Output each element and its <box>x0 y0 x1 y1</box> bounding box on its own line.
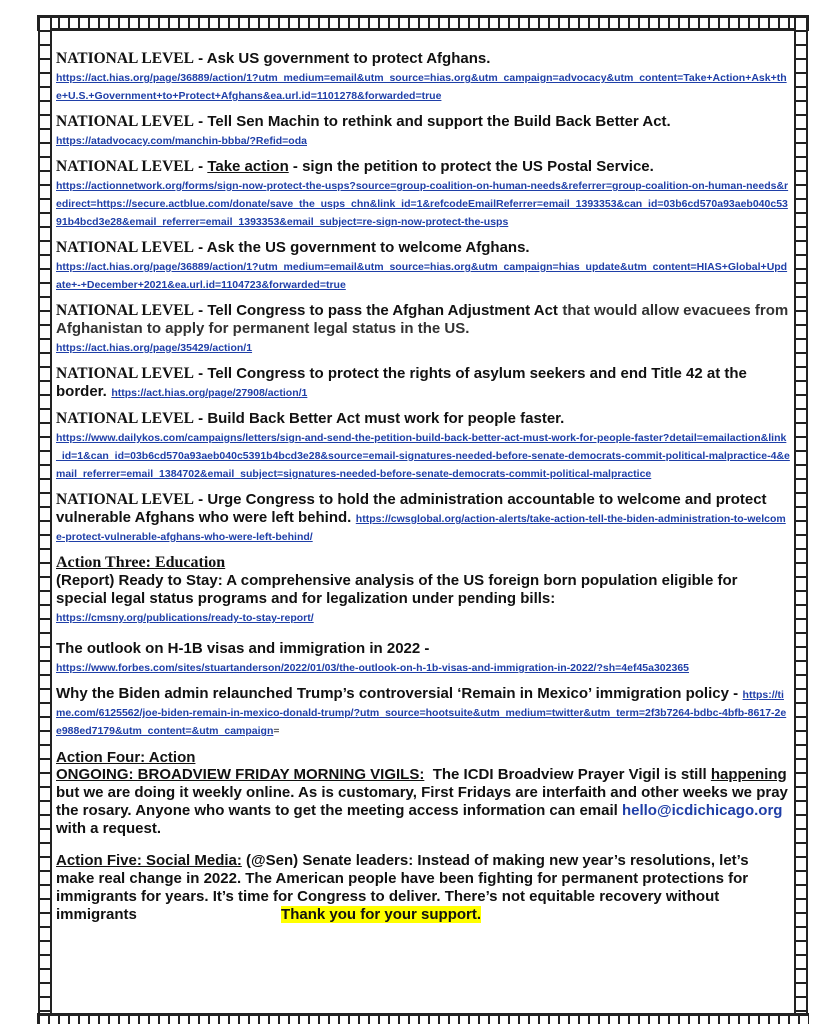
decorative-border-top <box>38 16 808 30</box>
entry-text: The outlook on H-1B visas and immigration in 2022 - <box>56 640 430 657</box>
item-text: Tell Sen Machin to rethink and support the Build Back Better Act. <box>207 113 671 130</box>
decorative-border-right <box>794 16 808 1024</box>
item-link[interactable]: https://atadvocacy.com/manchin-bbba/?Refid=oda <box>56 135 307 147</box>
action-item-protect-afghans: NATIONAL LEVEL - Ask US government to protect Afghans. https://act.hias.org/page/36889/action/1?utm_medium=email&utm_source=hias.org&utm_campaign=advocacy&utm_content=Take+Action+Ask+the+U.S.+Government+to+Protect+Afghans&ea.url.id=1101278&forwarded=true <box>56 50 787 102</box>
item-link[interactable]: https://act.hias.org/page/36889/action/1?utm_medium=email&utm_source=hias.org&utm_campaign=hias_update&utm_content=HIAS+Global+Update+-+December+2021&ea.url.id=1104723&forwarded=true <box>56 261 788 291</box>
decorative-border-left <box>38 16 52 1024</box>
item-link[interactable]: https://cwsglobal.org/action-alerts/take-action-tell-the-biden-administration-to-welcome-protect-vulnerable-afghans-who-were-left-behind/ <box>56 513 786 543</box>
item-link[interactable]: https://act.hias.org/page/35429/action/1 <box>56 342 253 354</box>
section-action-four <box>56 749 790 838</box>
item-link[interactable]: https://act.hias.org/page/36889/action/1?utm_medium=email&utm_source=hias.org&utm_campaign=advocacy&utm_content=Take+Action+Ask+the+U.S.+Government+to+Protect+Afghans&ea.url.id=1101278&forwarded=true <box>56 72 787 102</box>
item-text: sign the petition to protect the US Postal Service. <box>302 158 654 175</box>
entry-link[interactable]: https://cmsny.org/publications/ready-to-stay-report/ <box>56 612 314 624</box>
education-entry <box>56 572 790 626</box>
section-title: Action Three: Education <box>56 554 226 571</box>
item-text: Ask the US government to welcome Afghans. <box>206 239 530 256</box>
action-item-left-behind: NATIONAL LEVEL - Urge Congress to hold the administration accountable to welcome and protect vulnerable Afghans who were left behind. https://cwsglobal.org/action-alerts/take-action-tell-the-biden-administration-to-welcome-protect-vulnerable-afghans-who-were-left-behind/ <box>56 491 786 543</box>
item-link[interactable]: https://actionnetwork.org/forms/sign-now-protect-the-usps?source=group-coalition-on-human-needs&referrer=group-coalition-on-human-needs&redirect=https://secure.actblue.com/donate/save_the_usps_chn&link_id=1&refcodeEmailReferrer=email_1393353&can_id=03b6cd570a93aeb040c5391b4bcd3e28&email_referrer=email_1393353&email_subject=re-sign-now-protect-the-usps <box>56 180 789 228</box>
action-item-title42: NATIONAL LEVEL - Tell Congress to protect the rights of asylum seekers and end Title 42 at the border. https://act.hias.org/page/27908/action/1 <box>56 365 747 400</box>
vigil-lead: ONGOING: BROADVIEW FRIDAY MORNING VIGILS: <box>56 766 425 783</box>
thanks-highlight: Thank you for your support. <box>281 906 482 923</box>
level-label: NATIONAL LEVEL <box>56 239 194 256</box>
vigil-text-underlined: happening <box>710 766 787 783</box>
vigil-text-3: with a request. <box>56 820 162 837</box>
item-text: Tell Congress to protect the rights of asylum seekers and end Title 42 at the border. <box>56 365 747 400</box>
item-text: Build Back Better Act must work for people faster. <box>207 410 565 427</box>
entry-text: (Report) Ready to Stay: A comprehensive analysis of the US foreign born population eligible for special legal status programs and for legalization under pending bills: <box>56 572 738 607</box>
entry-link[interactable]: https://time.com/6125562/joe-biden-remain-in-mexico-donald-trump/?utm_source=hootsuite&utm_medium=twitter&utm_term=2f3b7264-bdbc-4bfb-8617-2ee988ed7179&utm_content=&utm_campaign <box>56 689 787 737</box>
action-five-body <box>56 852 790 924</box>
level-label: NATIONAL LEVEL <box>56 491 194 508</box>
item-text: Ask US government to protect Afghans. <box>206 50 491 67</box>
section-title: Action Four: Action <box>56 749 196 766</box>
entry-suffix: = <box>273 725 280 737</box>
social-media-text: (@Sen) Senate leaders: Instead of making new year’s resolutions, let’s make real change in 2022. The American people have been fighting for permanent protections for immigrants for years. It’s time for Congress to deliver. There’s not equitable recovery without immigrants <box>56 852 749 923</box>
entry-link[interactable]: https://www.forbes.com/sites/stuartanderson/2022/01/03/the-outlook-on-h-1b-visas-and-immigration-in-2022/?sh=4ef45a302365 <box>56 662 689 674</box>
section-title: Action Five: Social Media: <box>56 852 242 869</box>
education-entry-remain-in-mexico <box>56 685 790 739</box>
action-item-bbb-faster: NATIONAL LEVEL - Build Back Better Act must work for people faster. https://www.dailykos.com/campaigns/letters/sign-and-send-the-petition-build-back-better-act-must-work-for-people-faster?detail=emailaction&link_id=1&can_id=03b6cd570a93aeb040c5391b4bcd3e28&source=email-signatures-needed-before-senate-democrats-commit-political-malpractice-4&email_referrer=email_1384702&email_subject=signatures-needed-before-senate-democrats-commit-political-malpractice <box>56 410 790 480</box>
action-item-afghan-adjustment: NATIONAL LEVEL - Tell Congress to pass the Afghan Adjustment Act that would allow evacuees from Afghanistan to apply for permanent legal status in the US. https://act.hias.org/page/35429/action/1 <box>56 302 789 354</box>
item-text-continued: that would allow evacuees from Afghanistan to apply for permanent legal status in the US. <box>56 302 789 337</box>
section-education <box>56 554 790 626</box>
action-item-welcome-afghans: NATIONAL LEVEL - Ask the US government to welcome Afghans. https://act.hias.org/page/36889/action/1?utm_medium=email&utm_source=hias.org&utm_campaign=hias_update&utm_content=HIAS+Global+Update+-+December+2021&ea.url.id=1104723&forwarded=true <box>56 239 788 291</box>
vigil-text-1: The ICDI Broadview Prayer Vigil is still <box>432 766 707 783</box>
level-label: NATIONAL LEVEL <box>56 113 194 130</box>
action-four-body <box>56 766 790 838</box>
document-body <box>56 50 790 933</box>
education-entry-h1b <box>56 640 790 676</box>
vigil-text-2: but we are doing it weekly online. As is customary, First Fridays are interfaith and other weeks we pray the rosary. Anyone who wants to get the meeting access information can email <box>56 784 788 819</box>
contact-email[interactable]: hello@icdichicago.org <box>621 802 783 819</box>
level-label: NATIONAL LEVEL <box>56 50 194 67</box>
level-label: NATIONAL LEVEL <box>56 410 194 427</box>
action-item-usps: NATIONAL LEVEL - Take action - sign the petition to protect the US Postal Service. https://actionnetwork.org/forms/sign-now-protect-the-usps?source=group-coalition-on-human-needs&referrer=group-coalition-on-human-needs&redirect=https://secure.actblue.com/donate/save_the_usps_chn&link_id=1&refcodeEmailReferrer=email_1393353&can_id=03b6cd570a93aeb040c5391b4bcd3e28&email_referrer=email_1393353&email_subject=re-sign-now-protect-the-usps <box>56 158 789 228</box>
item-link[interactable]: https://www.dailykos.com/campaigns/letters/sign-and-send-the-petition-build-back-better-act-must-work-for-people-faster?detail=emailaction&link_id=1&can_id=03b6cd570a93aeb040c5391b4bcd3e28&source=email-signatures-needed-before-senate-democrats-commit-political-malpractice-4&email_referrer=email_1384702&email_subject=signatures-needed-before-senate-democrats-commit-political-malpractice <box>56 432 790 480</box>
level-label: NATIONAL LEVEL <box>56 365 194 382</box>
level-label: NATIONAL LEVEL <box>56 302 194 319</box>
item-text-underlined: Take action <box>207 158 289 175</box>
decorative-border-bottom <box>38 1014 808 1024</box>
level-label: NATIONAL LEVEL <box>56 158 194 175</box>
item-text: Urge Congress to hold the administration accountable to welcome and protect vulnerable Afghans who were left behind. <box>56 491 767 526</box>
action-item-manchin: NATIONAL LEVEL - Tell Sen Machin to rethink and support the Build Back Better Act. https://atadvocacy.com/manchin-bbba/?Refid=oda <box>56 113 671 147</box>
item-link[interactable]: https://act.hias.org/page/27908/action/1 <box>111 387 308 399</box>
section-action-five <box>56 852 790 924</box>
item-text: Tell Congress to pass the Afghan Adjustment Act <box>207 302 558 319</box>
entry-text: Why the Biden admin relaunched Trump’s controversial ‘Remain in Mexico’ immigration policy - <box>56 685 739 702</box>
